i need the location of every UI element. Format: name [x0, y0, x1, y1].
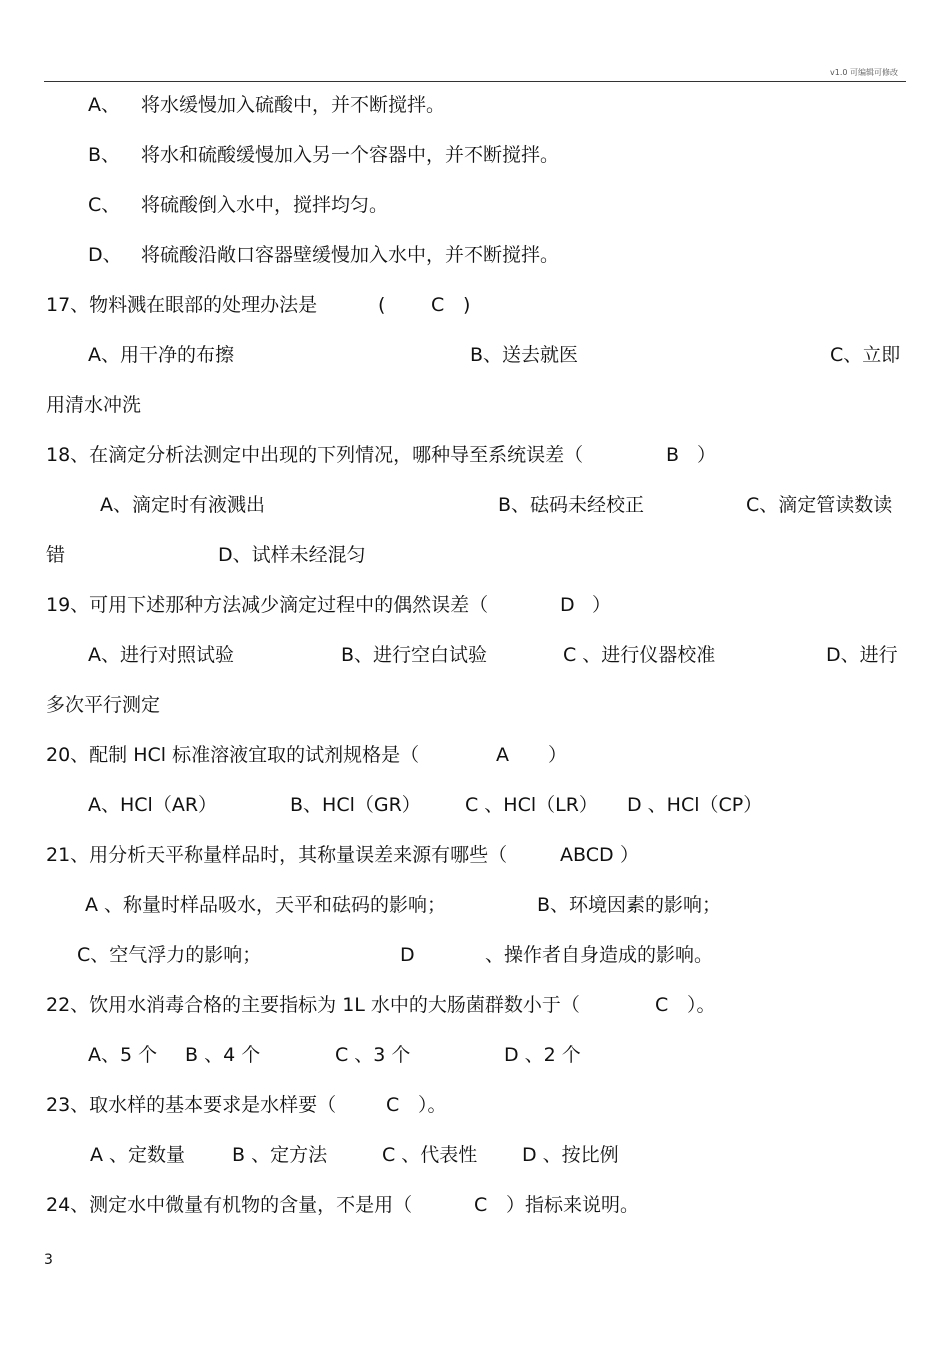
q22-option-a: A、5 个 [88, 1044, 158, 1066]
q23-option-d: D 、按比例 [522, 1144, 619, 1166]
q21-answer: ABCD [560, 844, 614, 866]
q23-option-c: C 、代表性 [382, 1144, 478, 1166]
q19-options-cont [0, 690, 950, 720]
q21-option-d-label: D [400, 944, 415, 966]
q17-answer-open: ( [378, 294, 386, 316]
q19-option-c: C 、进行仪器校准 [563, 644, 716, 666]
q18-option-c: C、滴定管读数读 [746, 494, 893, 516]
q16-option-a-text: 将水缓慢加入硫酸中，并不断搅拌。 [141, 94, 446, 116]
q16-option-b-label: B、 [88, 144, 121, 166]
q17-option-c: C、立即 [830, 344, 901, 366]
q22-option-c: C 、3 个 [335, 1044, 411, 1066]
q21-option-d-text: 、操作者自身造成的影响。 [485, 944, 714, 966]
q23-option-b: B 、定方法 [232, 1144, 328, 1166]
q24-stem [0, 1190, 950, 1220]
q23-options [0, 1140, 950, 1170]
q17-option-c-cont: 用清水冲洗 [46, 394, 142, 416]
q19-answer-close: ） [592, 594, 612, 616]
q21-option-a: A 、称量时样品吸水，天平和砝码的影响； [85, 894, 447, 916]
q22-stem [0, 990, 950, 1020]
q22-stem-text: 22、饮用水消毒合格的主要指标为 1L 水中的大肠菌群数小于（ [46, 994, 580, 1016]
q20-stem [0, 740, 950, 770]
q21-stem-text: 21、用分析天平称量样品时，其称量误差来源有哪些（ [46, 844, 508, 866]
q17-stem [0, 290, 950, 320]
q17-stem-text: 17、物料溅在眼部的处理办法是 [46, 294, 318, 316]
q20-option-a: A、HCl（AR） [88, 794, 218, 816]
q18-stem [0, 440, 950, 470]
q17-option-b: B、送去就医 [470, 344, 579, 366]
q17-options-cont [0, 390, 950, 420]
q17-answer: C [431, 294, 445, 316]
q19-stem-text: 19、可用下述那种方法减少滴定过程中的偶然误差（ [46, 594, 489, 616]
q21-stem [0, 840, 950, 870]
q16-option-c [0, 190, 950, 220]
q23-stem [0, 1090, 950, 1120]
q17-option-a: A、用干净的布擦 [88, 344, 234, 366]
q20-option-c: C 、HCl（LR） [465, 794, 598, 816]
q18-answer-close: ） [697, 444, 717, 466]
q17-options [0, 340, 950, 370]
page-number: 3 [44, 1252, 53, 1268]
q19-option-d-cont: 多次平行测定 [46, 694, 161, 716]
q19-stem [0, 590, 950, 620]
q22-option-b: B 、4 个 [185, 1044, 261, 1066]
q16-option-d-text: 将硫酸沿敞口容器壁缓慢加入水中，并不断搅拌。 [141, 244, 560, 266]
q21-options-ab [0, 890, 950, 920]
q20-option-d: D 、HCl（CP） [627, 794, 763, 816]
q23-answer: C [386, 1094, 400, 1116]
q16-option-c-text: 将硫酸倒入水中，搅拌均匀。 [141, 194, 389, 216]
q22-answer: C [655, 994, 669, 1016]
q19-option-a: A、进行对照试验 [88, 644, 234, 666]
q20-options [0, 790, 950, 820]
q23-answer-close: ）。 [418, 1094, 447, 1116]
q16-option-b-text: 将水和硫酸缓慢加入另一个容器中，并不断搅拌。 [141, 144, 560, 166]
q22-options [0, 1040, 950, 1070]
q17-answer-close: ) [463, 294, 471, 316]
q18-option-d: D、试样未经混匀 [218, 544, 366, 566]
q24-answer: C [474, 1194, 488, 1216]
q16-option-d [0, 240, 950, 270]
q16-option-d-label: D、 [88, 244, 122, 266]
q20-answer: A [496, 744, 509, 766]
q16-option-c-label: C、 [88, 194, 121, 216]
q24-stem-text: 24、测定水中微量有机物的含量，不是用（ [46, 1194, 413, 1216]
q18-option-c-cont: 错 [46, 544, 66, 566]
q18-options-cont [0, 540, 950, 570]
q21-options-cd [0, 940, 950, 970]
q16-option-a-label: A、 [88, 94, 120, 116]
q19-options [0, 640, 950, 670]
header-divider [44, 81, 906, 82]
q22-answer-close: ）。 [687, 994, 716, 1016]
q23-option-a: A 、定数量 [90, 1144, 186, 1166]
q18-option-a: A、滴定时有液溅出 [100, 494, 265, 516]
q21-option-c: C、空气浮力的影响； [77, 944, 262, 966]
q19-option-d: D、进行 [826, 644, 898, 666]
q18-options [0, 490, 950, 520]
version-note: v1.0 可编辑可修改 [830, 68, 898, 77]
q23-stem-text: 23、取水样的基本要求是水样要（ [46, 1094, 337, 1116]
q16-option-b [0, 140, 950, 170]
q21-option-b: B、环境因素的影响； [537, 894, 722, 916]
q24-answer-close: ）指标来说明。 [506, 1194, 640, 1216]
q21-answer-close: ） [620, 844, 640, 866]
q20-answer-close: ） [548, 744, 568, 766]
q20-option-b: B、HCl（GR） [290, 794, 421, 816]
q19-option-b: B、进行空白试验 [341, 644, 488, 666]
q18-answer: B [666, 444, 680, 466]
q18-stem-text: 18、在滴定分析法测定中出现的下列情况，哪种导至系统误差（ [46, 444, 584, 466]
q16-option-a [0, 90, 950, 120]
q18-option-b: B、砝码未经校正 [498, 494, 645, 516]
q19-answer: D [560, 594, 575, 616]
q22-option-d: D 、2 个 [504, 1044, 581, 1066]
q20-stem-text: 20、配制 HCl 标准溶液宜取的试剂规格是（ [46, 744, 420, 766]
